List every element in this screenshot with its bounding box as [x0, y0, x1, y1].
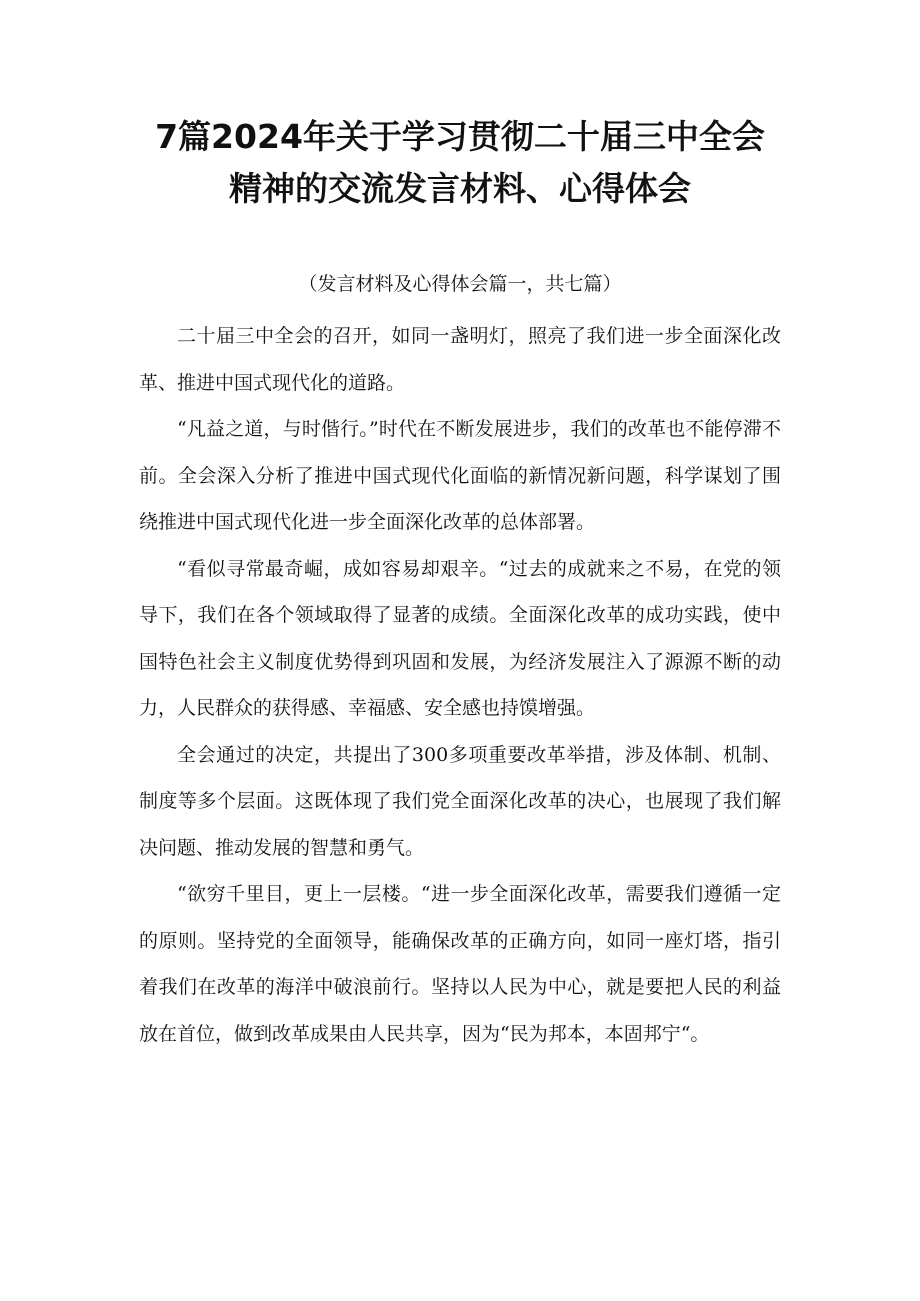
body-paragraph: “看似寻常最奇崛，成如容易却艰辛。“过去的成就来之不易，在党的领导下，我们在各个领域取得了显著的成绩。全面深化改革的成功实践，使中国特色社会主义制度优势得到巩固和发展，为经济发展注入了源源不断的动力，人民群众的获得感、幸福感、安全感也持馍增强。: [139, 557, 781, 719]
body-paragraph: 全会通过的决定，共提出了300多项重要改革举措，涉及体制、机制、制度等多个层面。这既体现了我们党全面深化改革的决心，也展现了我们解决问题、推动发展的智慧和勇气。: [139, 743, 781, 859]
body-paragraph: 二十届三中全会的召开，如同一盏明灯，照亮了我们进一步全面深化改革、推进中国式现代化的道路。: [139, 325, 781, 394]
document-title-line-1: 7篇2024年关于学习贯彻二十届三中全会: [155, 117, 765, 156]
body-paragraph: “欲穷千里目，更上一层楼。“进一步全面深化改革，需要我们遵循一定的原则。坚持党的全面领导，能确保改革的正确方向，如同一座灯塔，指引着我们在改革的海洋中破浪前行。坚持以人民为中心，就是要把人民的利益放在首位，做到改革成果由人民共享，因为“民为邦本，本固邦宁“。: [139, 883, 781, 1045]
document-body: [139, 313, 781, 1057]
document-subtitle: （发言材料及心得体会篇一，共七篇）: [298, 273, 622, 295]
document-title-line-2: 精神的交流发言材料、心得体会: [229, 169, 691, 208]
body-paragraph: “凡益之道，与时偕行。”时代在不断发展进步，我们的改革也不能停滞不前。全会深入分析了推进中国式现代化面临的新情况新问题，科学谋划了围绕推进中国式现代化进一步全面深化改革的总体部署。: [139, 418, 781, 533]
